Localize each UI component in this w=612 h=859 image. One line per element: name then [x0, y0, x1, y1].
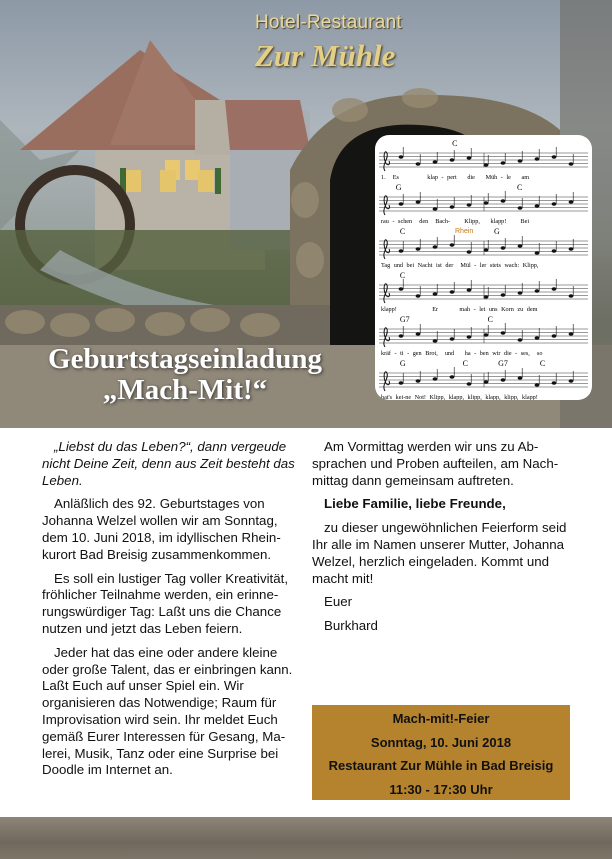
hotel-name-logo: Zur Mühle	[255, 38, 396, 73]
chord-symbol: C	[452, 139, 458, 148]
music-system	[379, 139, 588, 181]
event-date: Sonntag, 10. Juni 2018	[370, 734, 512, 750]
header-image	[0, 0, 612, 428]
music-system	[379, 183, 588, 225]
signature: Burkhard	[324, 618, 378, 634]
lyrics-line: hat's kei-ne Not! Klipp, klapp, klipp, klapp, klipp, klapp!	[381, 394, 538, 400]
paragraph-talent: Jeder hat das eine oder andere kleine oder große Talent, das er einbringen kann. Laßt Euch auf unser Spiel ein. Wir organisieren das Notwendige; Raum für Improvisation wird sein. Ihr meldet Euch gemäß Eurer Interessen für Gesang, Malerei, Musik, Tanz oder eine Surprise bei Doodle im Internet an.	[42, 644, 293, 778]
quote: „Liebst du das Leben?“, dann vergeude nicht Deine Zeit, denn aus Zeit besteht das Leben.	[42, 439, 295, 488]
chord-symbol: C	[462, 359, 468, 368]
paragraph-schedule: Am Vormittag werden wir uns zu Absprachen und Proben aufteilen, am Nachmittag dann gemeinsam auftreten.	[312, 439, 559, 488]
chord-symbol: G	[493, 227, 500, 236]
lyrics-line: 1. Es klap - pert die Müh - le am	[381, 174, 530, 181]
event-info-box	[312, 705, 570, 800]
event-name: Mach-mit!-Feier	[392, 711, 490, 726]
chord-symbol: G7	[399, 315, 410, 324]
lyrics-line: klapp! Er mah - let uns Korn zu dem	[381, 306, 538, 313]
chord-symbol: G	[399, 359, 406, 368]
footer-stone-strip	[0, 817, 612, 859]
event-location: Restaurant Zur Mühle in Bad Breisig	[328, 758, 554, 773]
rhein-annotation: Rhein	[455, 228, 474, 235]
paragraph-invite: zu dieser ungewöhnlichen Feierform seid Ihr alle im Namen unserer Mutter, Johanna Welzel, herzlich eingeladen. Kommt und macht mit!	[312, 520, 567, 586]
music-system	[379, 315, 588, 357]
paragraph-day: Es soll ein lustiger Tag voller Kreativität, fröhlicher Teilnahme werden, ein erinnerungswürdiger Tag: Laßt uns die Chance nutzen und jetzt das Leben feiern.	[42, 570, 289, 636]
invitation-subtitle: „Mach-Mit!“	[102, 374, 268, 406]
hotel-name-line1: Hotel-Restaurant	[255, 12, 402, 33]
chord-symbol: G	[395, 183, 402, 192]
lyrics-line: Tag und bei Nacht ist der Mül - ler stets wach: Klipp,	[381, 262, 539, 269]
event-time: 11:30 - 17:30 Uhr	[389, 781, 493, 797]
music-system	[379, 359, 588, 400]
sheet-music	[375, 135, 592, 400]
left-column	[42, 439, 298, 786]
chord-symbol: C	[487, 315, 494, 324]
chord-symbol: C	[516, 183, 523, 192]
paragraph-intro: Anläßlich des 92. Geburtstages von Johanna Welzel wollen wir am Sonntag, dem 10. Juni 2018, im idyllischen Rheinkurort Bad Breisig zusammenkommen.	[42, 496, 281, 562]
right-column	[312, 439, 574, 642]
greeting: Liebe Familie, liebe Freunde,	[324, 496, 506, 512]
chord-symbol: G7	[498, 359, 508, 368]
closing: Euer	[324, 594, 353, 610]
music-system	[379, 271, 588, 313]
music-system	[379, 227, 588, 269]
lyrics-line: rau - schen den Bach- Klipp, klapp! Bei	[381, 218, 530, 225]
chord-symbol: C	[539, 359, 546, 368]
chord-symbol: C	[399, 271, 406, 280]
chord-symbol: C	[399, 227, 406, 236]
invitation-title: Geburtstagseinladung	[48, 343, 322, 375]
lyrics-line: kräf - ti - gen Brot, und ha - ben wir die - ses, so	[381, 350, 543, 357]
